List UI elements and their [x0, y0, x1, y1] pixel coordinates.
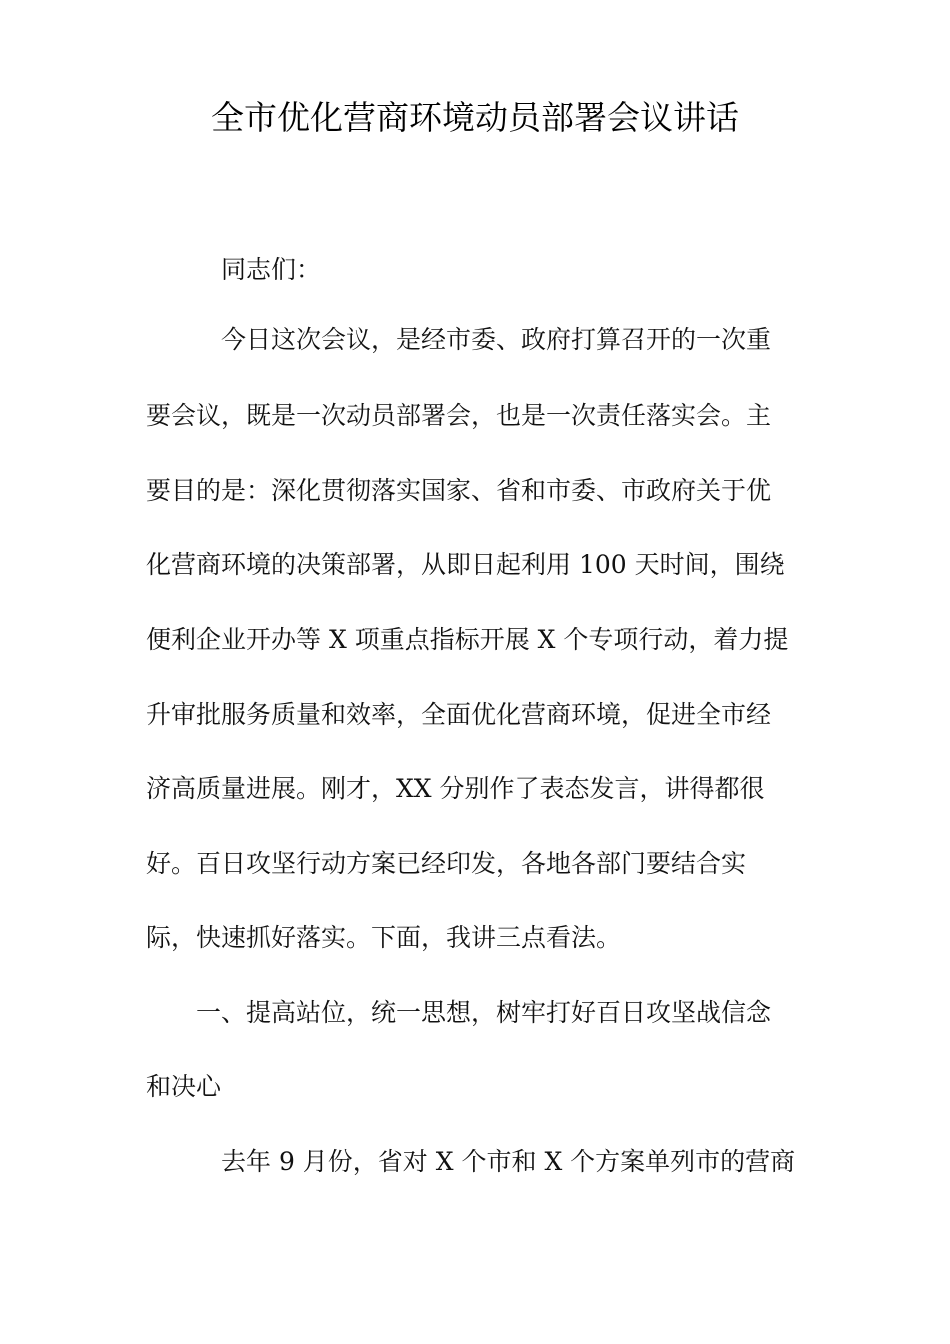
paragraph-1-line-6: 升审批服务质量和效率，全面优化营商环境，促进全市经: [146, 700, 772, 729]
paragraph-1-line-4: 化营商环境的决策部署，从即日起利用 100 天时间，围绕: [146, 550, 785, 579]
section-heading-line-1: 一、提高站位，统一思想，树牢打好百日攻坚战信念: [196, 998, 772, 1027]
salutation-line: 同志们：: [221, 255, 322, 284]
paragraph-1-line-1: 今日这次会议，是经市委、政府打算召开的一次重: [221, 325, 772, 354]
paragraph-1-line-8: 好。百日攻坚行动方案已经印发，各地各部门要结合实: [146, 849, 747, 878]
paragraph-1-line-9: 际，快速抓好落实。下面，我讲三点看法。: [146, 923, 622, 952]
paragraph-1-line-3: 要目的是：深化贯彻落实国家、省和市委、市政府关于优: [146, 476, 772, 505]
paragraph-1-line-5: 便利企业开办等 X 项重点指标开展 X 个专项行动，着力提: [146, 625, 789, 654]
paragraph-2-line-1: 去年 9 月份，省对 X 个市和 X 个方案单列市的营商: [221, 1147, 796, 1176]
section-heading-line-2: 和决心: [146, 1072, 222, 1101]
document-title: 全市优化营商环境动员部署会议讲话: [211, 98, 739, 137]
paragraph-1-line-7: 济高质量进展。刚才，XX 分别作了表态发言，讲得都很: [146, 774, 765, 803]
paragraph-1-line-2: 要会议，既是一次动员部署会，也是一次责任落实会。主: [146, 401, 772, 430]
